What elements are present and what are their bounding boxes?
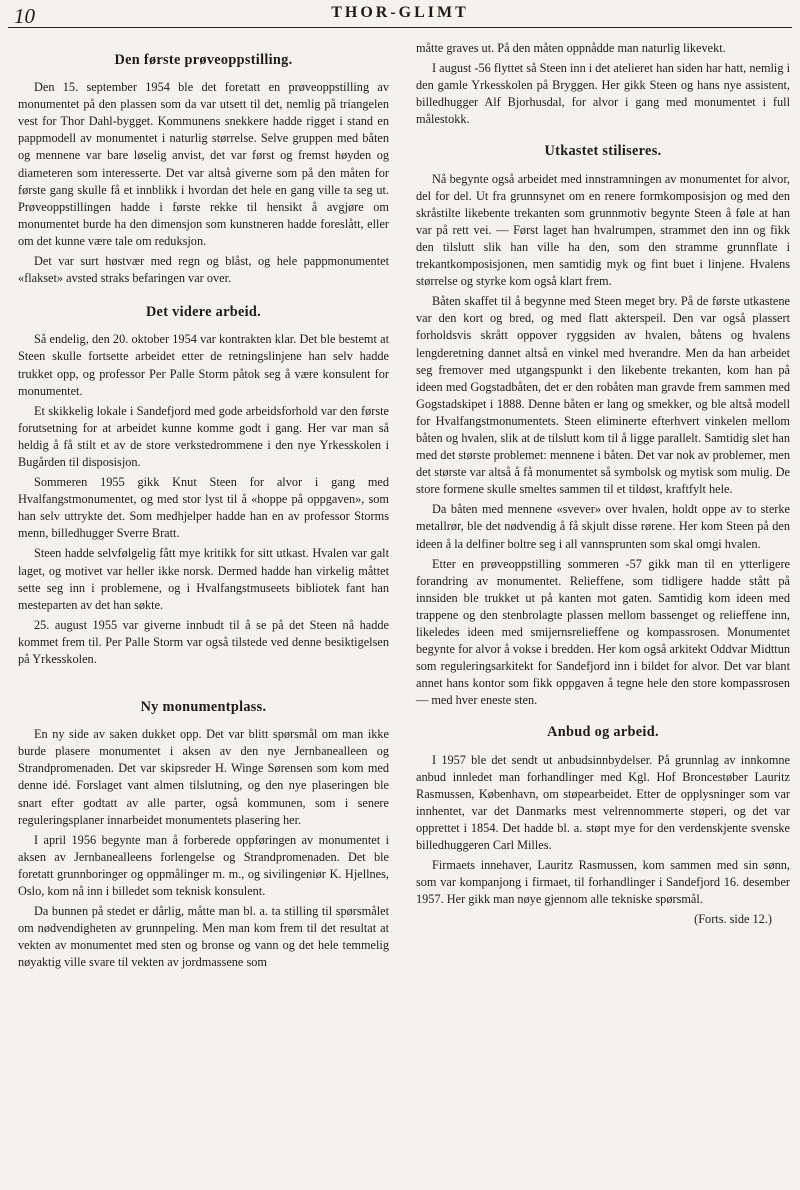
paragraph: I august -56 flyttet så Steen inn i det atelieret han siden har hatt, nemlig i den gamle Yrkesskolen på Bryggen. Her gikk Steen og hans nye assistent, billedhugger Alf Bjorhusdal, for alvor i gang med monumentet i full målestokk. (416, 61, 790, 127)
right-column (416, 40, 790, 929)
paragraph: Etter en prøveoppstilling sommeren -57 gikk man til en ytterligere forandring av monumentet. Relieffene, som tidligere hadde stått på innsiden ble trukket ut på kanten mot gaten. Samtidig kom ideen med trappene og den stenbrolagte plassen mellom bassenget og relieffene inn, likeledes ideen med smijernsrelieffene og kompassrosen. Monumentet begynte for alvor å vokse i bredden. Her kom også arkitekt Oddvar Midttun som reguleringsarkitekt for Sandefjord inn i bildet for alvor. Det var blant annet hans kontor som fikk oppgaven å tegne hele den store kompassrosen — med hver eneste sten. (416, 556, 790, 708)
paragraph: Sommeren 1955 gikk Knut Steen for alvor i gang med Hvalfangstmonumentet, og med stor lyst til å «hoppe på oppgaven», som han selv uttrykte det. Som medhjelper hadde han en av professor Storms menn, billedhugger Sverre Bratt. (18, 475, 389, 541)
paragraph: Den 15. september 1954 ble det foretatt en prøveoppstilling av monumentet på den plassen som da var utsett til det, nemlig på triangelen vest for Thor Dahl-bygget. Kommunens snekkere hadde rigget i stand en pappmodell av monumentet i naturlig størrelse. Selve gruppen med båten og mennene var bare løselig anvist, det var først og fremst høyden og diameteren som interesserte. Det var altså giverne som på den måten for første gang skulle få et innblikk i hvordan det hele en gang ville ta seg ut. Prøveoppstillingen hadde i første rekke til hensikt å avgjøre om monumentet burde ha den dimensjon som kunstneren hadde foreslått, eller om det kunne være tale om reduksjon. (18, 80, 389, 248)
left-column (18, 38, 389, 975)
paragraph: Steen hadde selvfølgelig fått mye kritikk for sitt utkast. Hvalen var galt laget, og motivet var heller ikke norsk. Dermed hadde han virkelig måttet sette seg inn i problemene, og i Hvalfangstmuseets bibliotek fant han mesteparten av det han søkte. (18, 546, 389, 612)
paragraph: Da båten med mennene «svever» over hvalen, holdt oppe av to sterke metallrør, ble det nødvendig å få skjult disse rørene. Her kom Steen på den ideen å la delfiner boltre seg i all vannsprunten som skal omgi hvalen. (416, 502, 790, 551)
section-heading-videre-arbeid: Det videre arbeid. (145, 304, 262, 321)
paragraph: En ny side av saken dukket opp. Det var blitt spørsmål om man ikke burde plasere monumentet i aksen av den nye Jernbanealleen og Strandpromenaden. Det var skipsreder H. Winge Sørensen som kom med denne idé. Forslaget vant almen tilslutning, og den nye plaseringen ble snart efter godtatt av alle parter, også kommunen, som i senere reguleringsplaner innarbeidet monumentets plasering her. (18, 727, 389, 827)
paragraph: Firmaets innehaver, Lauritz Rasmussen, kom sammen med sin sønn, som var kompanjong i firmaet, til forhandlinger i Sandefjord 16. desember 1957. Her gikk man nøye gjennom alle tekniske spørsmål. (416, 858, 790, 907)
paragraph: Nå begynte også arbeidet med innstramningen av monumentet for alvor, del for del. Ut fra grunnsynet om en renere formkomposisjon og med den skråstilte likebente trekanten som grunnmotiv begynte Steen å føle at han var på rett vei. — Først laget han hvalrumpen, strammet den inn og fikk den tilslutt slik han ville ha den, som den stramme grunnflate i trekantkomposisjonen, men samtidig myk og fint buet i linjene. Hvalens størrelse og styrke kom også klart frem. (416, 171, 790, 289)
paragraph: 25. august 1955 var giverne innbudt til å se på det Steen nå hadde kommet frem til. Per Palle Storm var også tilstede ved denne besiktigelsen på Yrkesskolen. (18, 617, 389, 666)
paragraph: Et skikkelig lokale i Sandefjord med gode arbeidsforhold var den første forutsetning for at arbeidet kunne komme godt i gang. Her var man så heldig å få stilt et av de store verkstedrommene i den nye Yrkesskolen i Bugården til disposisjon. (18, 403, 389, 469)
paragraph: I 1957 ble det sendt ut anbudsinnbydelser. På grunnlag av innkomne anbud innledet man forhandlinger med Kgl. Hof Broncestøber Lauritz Rasmussen, København, om støpearbeidet. Etter de opplysninger som var innhentet, var det Danmarks mest velrennommerte støperi, og det var opprettet i 1854. Det hadde bl. a. støpt mye for den verdenskjente svenske billedhuggeren Carl Milles. (416, 752, 790, 853)
paragraph: Da bunnen på stedet er dårlig, måtte man bl. a. ta stilling til spørsmålet om nødvendigheten av grunnpeling. Men man kom frem til det resultat at vekten av monumentet med sten og bronse og vann og det hele temmelig nøyaktig ville svare til vekten av jordmassene som (18, 904, 389, 970)
section-heading-ny-monumentplass: Ny monumentplass. (140, 699, 267, 716)
page-number: 10 (14, 4, 35, 28)
paragraph: I april 1956 begynte man å forberede oppføringen av monumentet i aksen av Jernbanealleens forlengelse og Strandpromenaden. Det ble foretatt grunnboringer og oppmålinger m. m., og sivilingeniør K. Hjellnes, Oslo, kom nå inn i billedet som teknisk konsulent. (18, 832, 389, 899)
paragraph: Det var surt høstvær med regn og blåst, og hele pappmonumentet «flakset» avsted straks befaringen var over. (18, 254, 389, 286)
paragraph: Båten skaffet til å begynne med Steen meget bry. På de første utkastene var den kort og bred, og med flatt akterspeil. Den var også plassert forholdsvis skrått oppover ryggsiden av hvalen, båtens og hvalens lengderetning dannet altså en vinkel med hverandre. Men da han arbeidet seg fremover med utgangspunkt i den likebente trekanten, kom han på ideen med Gogstadbåten, det er den robåten man gravde frem sammen med Gogstadskipet i 1888. Denne båten er lang og smekker, og ble altså modell for Hvalfangstmonumentets. Steen eliminerte efterhvert vinkelen mellom båten og hvalen, slik at de tilslutt kom til å ligge parallelt. Samtidig slet han med det største problemet: mennene i båten. Det var nok av problemer, men det største var altså å få monumentet så symbolsk og mytisk som mulig. De store formene skulle smeltes sammen til et tildøst, kraftfylt hele. (416, 294, 790, 497)
section-heading-anbud-og-arbeid: Anbud og arbeid. (547, 724, 659, 741)
running-title: THOR-GLIMT (331, 4, 469, 21)
header-divider (8, 27, 792, 28)
paragraph: Så endelig, den 20. oktober 1954 var kontrakten klar. Det ble bestemt at Steen skulle fortsette arbeidet etter de retningslinjene han selv hadde trukket opp, og professor Per Palle Storm påtok seg å være konsulent for monumentet. (18, 332, 389, 398)
section-heading-proveoppstilling: Den første prøveoppstilling. (114, 52, 293, 68)
paragraph-continued: måtte graves ut. På den måten oppnådde man naturlig likevekt. (416, 41, 726, 55)
continuation-note: (Forts. side 12.) (694, 912, 772, 927)
section-heading-utkastet-stiliseres: Utkastet stiliseres. (544, 143, 662, 160)
